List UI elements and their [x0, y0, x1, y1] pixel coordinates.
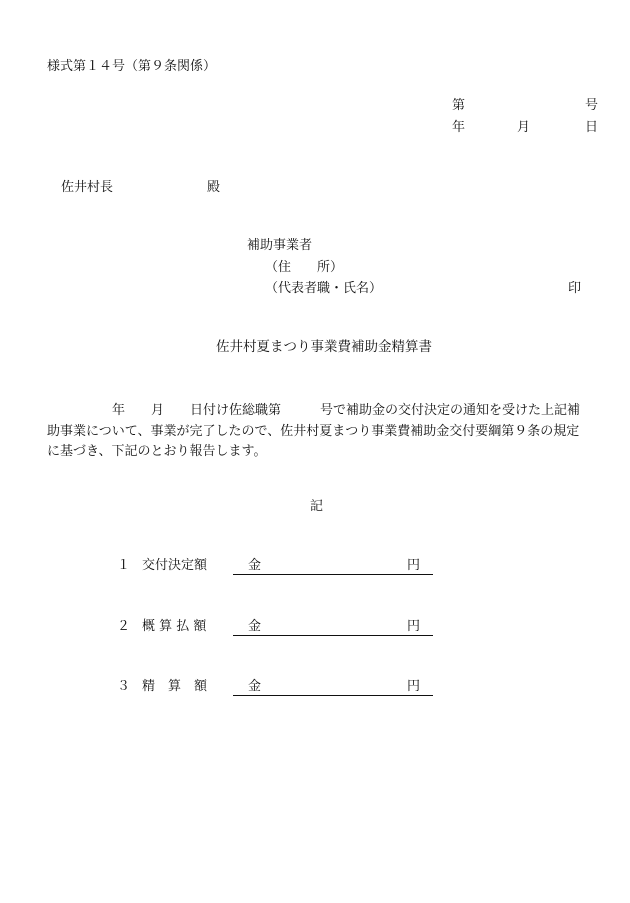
currency-prefix: 金: [248, 679, 262, 694]
document-number-label: 第: [452, 98, 466, 113]
grant-decision-amount-field[interactable]: [233, 558, 433, 575]
body-line-2: 助事業について、事業が完了したので、佐井村夏まつり事業費補助金交付要綱第９条の規定: [47, 423, 580, 439]
item-label: 精 算 額: [142, 679, 208, 694]
amount-row-grant-decision: [117, 559, 437, 575]
note-heading: 記: [310, 499, 324, 514]
seal-mark: 印: [568, 281, 582, 296]
currency-prefix: 金: [248, 619, 262, 634]
date-year-label: 年: [452, 120, 466, 135]
form-number: 様式第１４号（第９条関係）: [47, 59, 217, 74]
item-label: 概 算 払 額: [142, 619, 207, 634]
body-paragraph: [47, 401, 603, 463]
applicant-label: 補助事業者: [247, 238, 313, 253]
date-month-label: 月: [517, 120, 531, 135]
body-line-1: 年 月 日付け佐総職第 号で補助金の交付決定の通知を受けた上記補: [112, 403, 581, 418]
item-number: ２: [117, 619, 131, 634]
applicant-representative-label: （代表者職・氏名）: [265, 281, 383, 296]
document-title: 佐井村夏まつり事業費補助金精算書: [216, 339, 432, 355]
currency-suffix: 円: [407, 679, 421, 694]
currency-suffix: 円: [407, 619, 421, 634]
amount-row-settlement: [117, 680, 437, 696]
document-number-suffix: 号: [585, 98, 599, 113]
date-day-label: 日: [585, 120, 599, 135]
amount-row-advance-payment: [117, 620, 437, 636]
currency-suffix: 円: [407, 558, 421, 573]
applicant-address-label: （住 所）: [265, 260, 344, 275]
item-label: 交付決定額: [142, 558, 208, 573]
addressee-name: 佐井村長: [61, 180, 114, 195]
advance-payment-amount-field[interactable]: [233, 619, 433, 636]
item-number: １: [117, 558, 131, 573]
currency-prefix: 金: [248, 558, 262, 573]
body-line-3: に基づき、下記のとおり報告します。: [47, 444, 267, 459]
addressee-honorific: 殿: [207, 180, 221, 195]
item-number: ３: [117, 679, 131, 694]
settlement-amount-field[interactable]: [233, 679, 433, 696]
